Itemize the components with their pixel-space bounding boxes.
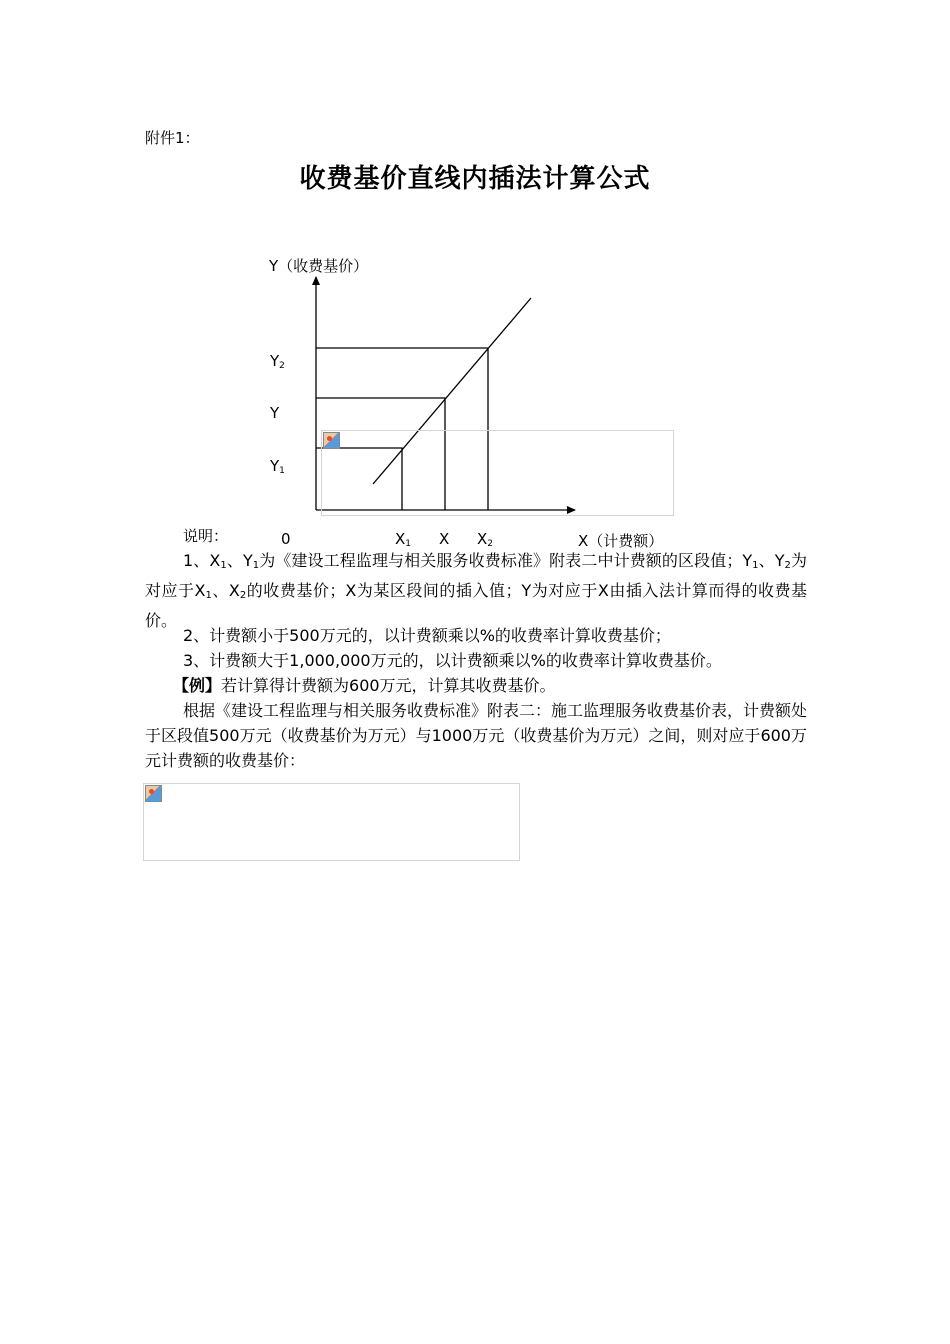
y-tick-label: Y (270, 404, 280, 422)
broken-image-2 (143, 783, 520, 861)
explain-heading: 说明： (183, 527, 229, 545)
paragraph-3: 3、计费额大于1,000,000万元的，以计费额乘以%的收费率计算收费基价。 (183, 651, 722, 670)
origin-label: 0 (281, 530, 291, 548)
x2-tick-label: $X_2$ (477, 530, 494, 549)
paragraph-5: 根据《建设工程监理与相关服务收费标准》附表二：施工监理服务收费基价表，计费额处于区段值500万元（收费基价为万元）与1000万元（收费基价为万元）之间，则对应于600万元计费额的收费基价： (145, 701, 808, 770)
broken-image-icon (145, 785, 162, 802)
y2-tick-label: $Y_2$ (270, 352, 285, 371)
paragraph-2: 2、计费额小于500万元的，以计费额乘以%的收费率计算收费基价； (183, 626, 671, 645)
x-axis-label: X（计费额） (578, 532, 664, 550)
x1-tick-label: $X_1$ (395, 530, 412, 549)
broken-image-icon (323, 432, 340, 449)
paragraph-1: 1、$X_1$、$Y_1$为《建设工程监理与相关服务收费标准》附表二中计费额的区段值；$Y_1$、$Y_2$为对应于$X_1$、$X_2$的收费基价；X为某区段间的插入值；Y为对应于X由插入法计算而得的收费基价。 (145, 551, 807, 630)
y1-tick-label: $Y_1$ (270, 457, 285, 476)
x-tick-label: X (439, 530, 450, 548)
paragraph-example: 【例】若计算得计费额为600万元，计算其收费基价。 (173, 676, 556, 695)
page-title: 收费基价直线内插法计算公式 (299, 164, 651, 194)
attachment-label: 附件1： (145, 129, 200, 147)
broken-image-1 (321, 430, 674, 516)
y-axis-label: Y（收费基价） (269, 257, 369, 275)
